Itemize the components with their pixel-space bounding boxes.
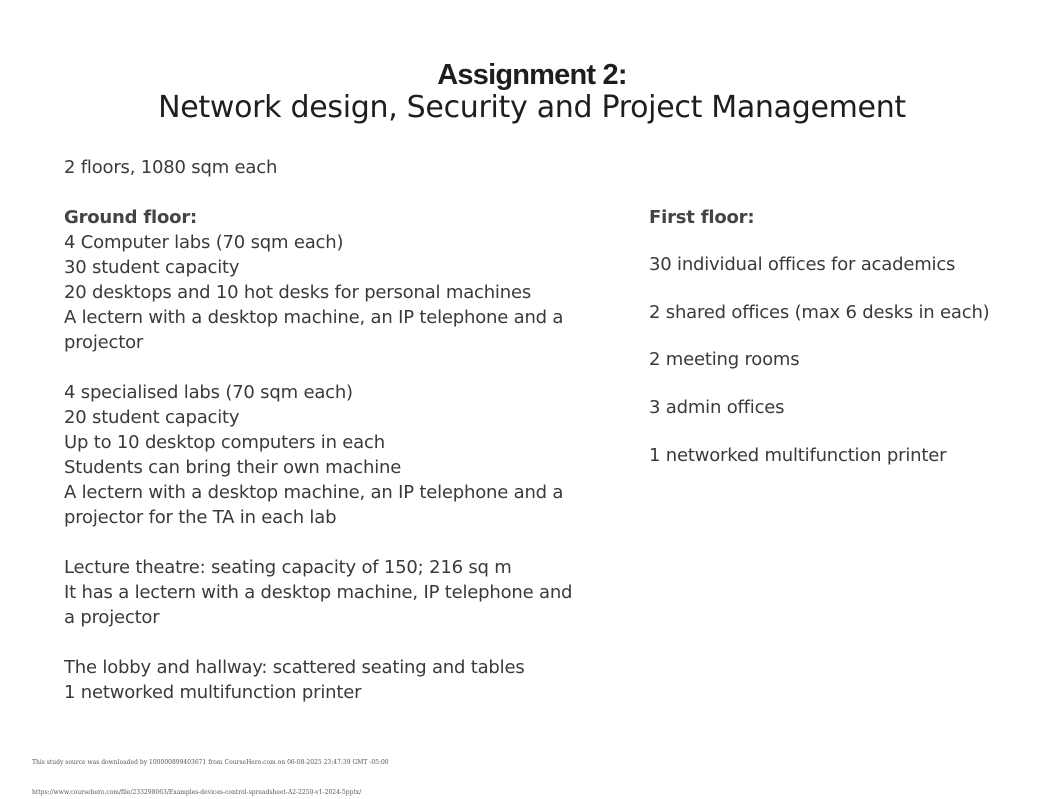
computer-labs-line: 20 desktops and 10 hot desks for personal machines xyxy=(64,282,531,303)
computer-labs-line: 4 Computer labs (70 sqm each) xyxy=(64,232,344,253)
lecture-theatre-line: Lecture theatre: seating capacity of 150; 216 sq m xyxy=(64,557,512,578)
computer-labs-line: 30 student capacity xyxy=(64,257,240,278)
ground-floor-heading: Ground floor: xyxy=(64,207,198,228)
specialised-labs-line: Up to 10 desktop computers in each xyxy=(64,432,385,453)
source-notice: This study source was downloaded by 100000899403671 from CourseHero.com on 06-08-2025 23:47:39 GMT -05:00 xyxy=(32,759,389,766)
first-floor-item: 2 meeting rooms xyxy=(649,349,800,370)
specialised-labs-line: projector for the TA in each lab xyxy=(64,507,337,528)
specialised-labs-line: 20 student capacity xyxy=(64,407,240,428)
first-floor-item: 1 networked multifunction printer xyxy=(649,445,947,466)
title-subject: Network design, Security and Project Management xyxy=(158,90,906,125)
slide-title xyxy=(0,56,1064,126)
lecture-theatre-line: a projector xyxy=(64,607,160,628)
lobby-line: The lobby and hallway: scattered seating and tables xyxy=(64,657,525,678)
specialised-labs-line: 4 specialised labs (70 sqm each) xyxy=(64,382,353,403)
lobby-line: 1 networked multifunction printer xyxy=(64,682,362,703)
title-assignment: Assignment 2: xyxy=(437,59,627,91)
lecture-theatre-line: It has a lectern with a desktop machine, IP telephone and xyxy=(64,582,573,603)
first-floor-heading: First floor: xyxy=(649,207,755,228)
specialised-labs-line: A lectern with a desktop machine, an IP telephone and a xyxy=(64,482,564,503)
computer-labs-line: projector xyxy=(64,332,144,353)
computer-labs-line: A lectern with a desktop machine, an IP telephone and a xyxy=(64,307,564,328)
source-url: https://www.coursehero.com/file/233298063/Examples-devices-control-spreadsheet-A2-2250-v1-2024-5pptx/ xyxy=(32,789,362,796)
first-floor-item: 30 individual offices for academics xyxy=(649,254,956,275)
first-floor-item: 3 admin offices xyxy=(649,397,785,418)
intro-text: 2 floors, 1080 sqm each xyxy=(64,157,278,178)
first-floor-item: 2 shared offices (max 6 desks in each) xyxy=(649,302,990,323)
specialised-labs-line: Students can bring their own machine xyxy=(64,457,402,478)
